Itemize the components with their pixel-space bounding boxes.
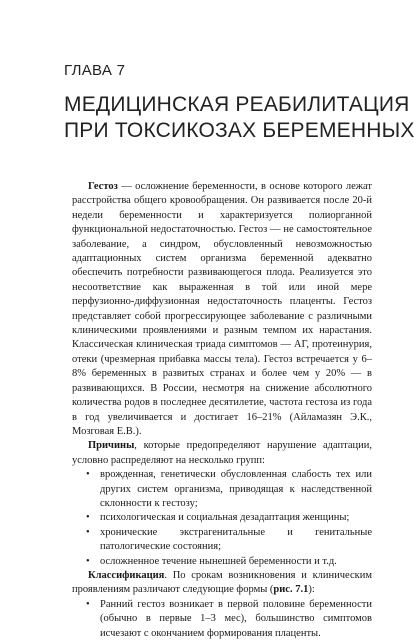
paragraph-classification-end: ): [308, 584, 315, 596]
list-item-text: психологическая и социальная дезадаптация женщины; [100, 512, 350, 524]
chapter-title-line-1: МЕДИЦИНСКАЯ РЕАБИЛИТАЦИЯ [64, 93, 410, 116]
list-item [72, 468, 372, 511]
forms-list [72, 598, 372, 641]
bullet-marker: • [86, 555, 90, 567]
paragraph-classification-text: . По срокам возникновения и клиническим проявлениям различают следующие формы ( [72, 569, 372, 596]
list-item-text: Ранний гестоз возникает в первой половине беременности (обычно в первые 1–3 мес), большинство симптомов исчезают с окончанием формирования плаценты. [100, 598, 372, 639]
body-text [72, 180, 372, 641]
term-causes: Причины [88, 440, 135, 452]
bullet-marker: • [86, 512, 90, 524]
figure-reference: рис. 7.1 [273, 584, 309, 596]
list-item [72, 511, 372, 525]
list-item [72, 526, 372, 555]
term-gestosis: Гестоз [88, 181, 118, 192]
paragraph-classification [72, 569, 372, 598]
term-classification: Классификация [88, 569, 165, 581]
paragraph-gestosis-definition [72, 180, 372, 439]
list-item [72, 555, 372, 569]
causes-list [72, 468, 372, 569]
paragraph-gestosis-text: — осложнение беременности, в основе которого лежат расстройства общего кровообращения. Он развивается после 20-й недели беременности и характеризуется полиорганной функциональной недостаточностью. Гестоз — не самостоятельное заболевание, а синдром, обусловленный невозможностью адаптационных систем организма беременной адекватно обеспечить потребности развивающегося плода. Реализуется это несоответствие как выраженная в той или иной мере перфузионно-диффузионная недостаточность плаценты. Гестоз представляет собой прогрессирующее заболевание с различными клиническими проявлениями и разным темпом их нарастания. Классическая клиническая триада симптомов — АГ, протеинурия, отеки (чрезмерная прибавка массы тела). Гестоз встречается у 6–8% беременных в развитых странах и более чем у 20% — в развивающихся. В России, несмотря на снижение абсолютного количества родов в последнее десятилетие, частота гестоза из года в год увеличивается и достигает 16–21% (Айламазян Э.К., Мозговая Е.В.). [72, 181, 372, 437]
chapter-label: ГЛАВА 7 [64, 62, 126, 79]
list-item-text: осложненное течение нынешней беременности и т.д. [100, 555, 337, 567]
list-item-text: врожденная, генетически обусловленная слабость тех или других систем организма, приводящая к наследственной склонности к гестозу; [100, 469, 372, 509]
chapter-title-line-2: ПРИ ТОКСИКОЗАХ БЕРЕМЕННЫХ [64, 119, 415, 142]
paragraph-causes-text: , которые предопределяют нарушение адаптации, условно распределяют на несколько групп: [72, 440, 372, 466]
bullet-marker: • [86, 469, 90, 481]
bullet-marker: • [86, 598, 90, 610]
list-item [72, 598, 372, 641]
chapter-title [64, 92, 415, 144]
list-item-text: хронические экстрагенитальные и генитальные патологические состояния; [100, 526, 372, 553]
bullet-marker: • [86, 526, 90, 538]
paragraph-causes [72, 439, 372, 468]
